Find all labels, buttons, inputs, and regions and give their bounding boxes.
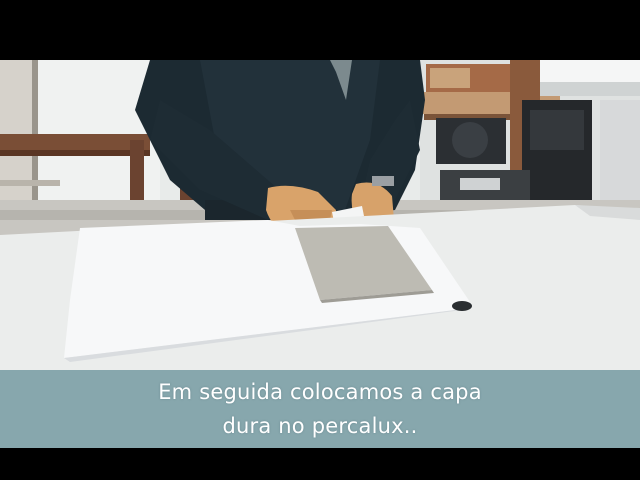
subtitle-line-1: Em seguida colocamos a capa [158, 380, 482, 404]
subtitle-line-2: dura no percalux.. [222, 414, 418, 438]
letterbox-bottom [0, 448, 640, 480]
letterbox-top [0, 0, 640, 60]
subtitle-band [0, 370, 640, 448]
